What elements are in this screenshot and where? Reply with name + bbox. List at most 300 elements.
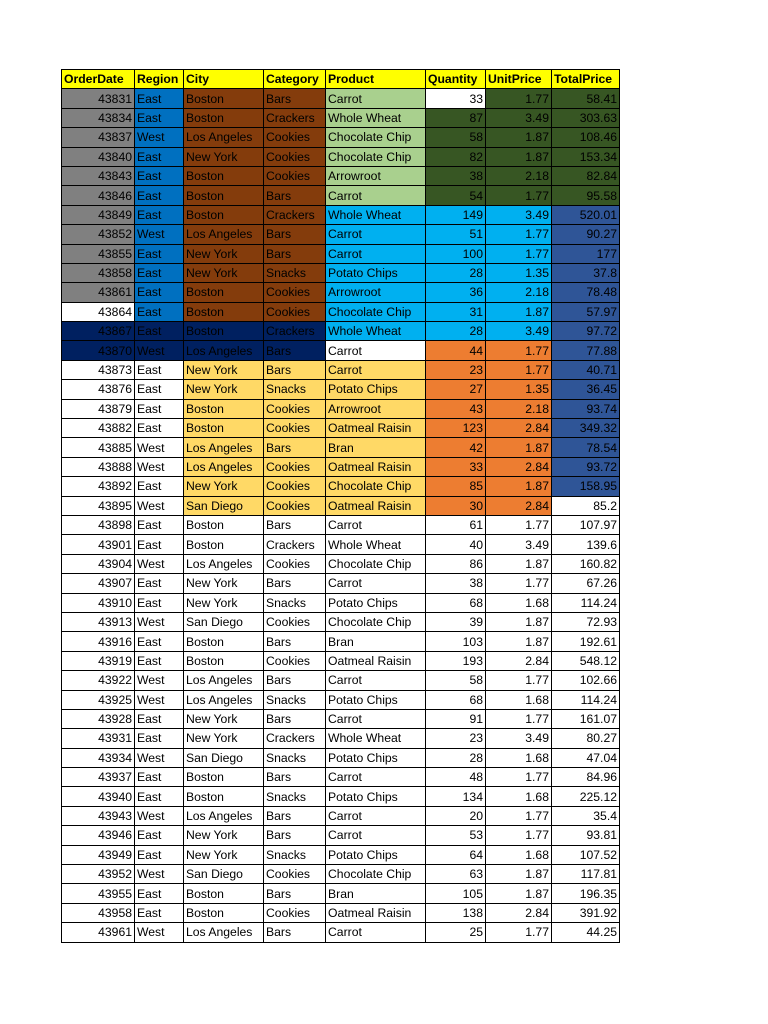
- cell-quantity[interactable]: 53: [426, 826, 486, 845]
- cell-product[interactable]: Chocolate Chip: [326, 128, 426, 147]
- cell-region[interactable]: East: [135, 515, 184, 534]
- cell-region[interactable]: West: [135, 748, 184, 767]
- cell-city[interactable]: Los Angeles: [184, 225, 264, 244]
- cell-product[interactable]: Carrot: [326, 671, 426, 690]
- cell-region[interactable]: East: [135, 360, 184, 379]
- header-quantity[interactable]: Quantity: [426, 70, 486, 89]
- cell-category[interactable]: Snacks: [264, 380, 326, 399]
- cell-region[interactable]: East: [135, 845, 184, 864]
- cell-unitprice[interactable]: 1.77: [486, 225, 552, 244]
- cell-category[interactable]: Cookies: [264, 865, 326, 884]
- cell-region[interactable]: East: [135, 166, 184, 185]
- cell-totalprice[interactable]: 58.41: [552, 89, 620, 108]
- cell-product[interactable]: Potato Chips: [326, 593, 426, 612]
- cell-city[interactable]: Boston: [184, 768, 264, 787]
- cell-city[interactable]: Boston: [184, 632, 264, 651]
- cell-city[interactable]: Boston: [184, 186, 264, 205]
- cell-quantity[interactable]: 105: [426, 884, 486, 903]
- cell-city[interactable]: Los Angeles: [184, 690, 264, 709]
- cell-product[interactable]: Chocolate Chip: [326, 865, 426, 884]
- cell-totalprice[interactable]: 158.95: [552, 477, 620, 496]
- cell-city[interactable]: Boston: [184, 166, 264, 185]
- cell-orderdate[interactable]: 43910: [62, 593, 135, 612]
- cell-region[interactable]: East: [135, 593, 184, 612]
- cell-orderdate[interactable]: 43934: [62, 748, 135, 767]
- cell-product[interactable]: Potato Chips: [326, 845, 426, 864]
- cell-product[interactable]: Bran: [326, 632, 426, 651]
- cell-quantity[interactable]: 193: [426, 651, 486, 670]
- cell-product[interactable]: Oatmeal Raisin: [326, 651, 426, 670]
- cell-category[interactable]: Bars: [264, 826, 326, 845]
- cell-totalprice[interactable]: 82.84: [552, 166, 620, 185]
- cell-category[interactable]: Cookies: [264, 283, 326, 302]
- cell-region[interactable]: East: [135, 768, 184, 787]
- cell-category[interactable]: Cookies: [264, 612, 326, 631]
- cell-quantity[interactable]: 138: [426, 903, 486, 922]
- cell-category[interactable]: Bars: [264, 709, 326, 728]
- cell-quantity[interactable]: 61: [426, 515, 486, 534]
- cell-orderdate[interactable]: 43937: [62, 768, 135, 787]
- cell-city[interactable]: Los Angeles: [184, 438, 264, 457]
- cell-totalprice[interactable]: 192.61: [552, 632, 620, 651]
- cell-orderdate[interactable]: 43861: [62, 283, 135, 302]
- cell-unitprice[interactable]: 2.18: [486, 399, 552, 418]
- cell-category[interactable]: Cookies: [264, 419, 326, 438]
- cell-orderdate[interactable]: 43895: [62, 496, 135, 515]
- cell-region[interactable]: West: [135, 128, 184, 147]
- cell-city[interactable]: New York: [184, 244, 264, 263]
- cell-category[interactable]: Cookies: [264, 477, 326, 496]
- cell-quantity[interactable]: 103: [426, 632, 486, 651]
- cell-unitprice[interactable]: 1.68: [486, 787, 552, 806]
- cell-totalprice[interactable]: 97.72: [552, 322, 620, 341]
- cell-orderdate[interactable]: 43888: [62, 457, 135, 476]
- cell-quantity[interactable]: 40: [426, 535, 486, 554]
- cell-orderdate[interactable]: 43846: [62, 186, 135, 205]
- cell-category[interactable]: Bars: [264, 438, 326, 457]
- cell-product[interactable]: Oatmeal Raisin: [326, 457, 426, 476]
- cell-region[interactable]: East: [135, 263, 184, 282]
- cell-unitprice[interactable]: 1.87: [486, 147, 552, 166]
- cell-totalprice[interactable]: 225.12: [552, 787, 620, 806]
- cell-region[interactable]: West: [135, 690, 184, 709]
- cell-category[interactable]: Bars: [264, 671, 326, 690]
- cell-unitprice[interactable]: 1.68: [486, 748, 552, 767]
- cell-region[interactable]: West: [135, 341, 184, 360]
- cell-category[interactable]: Bars: [264, 768, 326, 787]
- cell-unitprice[interactable]: 1.87: [486, 612, 552, 631]
- cell-totalprice[interactable]: 78.54: [552, 438, 620, 457]
- cell-city[interactable]: San Diego: [184, 612, 264, 631]
- cell-city[interactable]: New York: [184, 826, 264, 845]
- cell-region[interactable]: East: [135, 651, 184, 670]
- cell-totalprice[interactable]: 84.96: [552, 768, 620, 787]
- cell-product[interactable]: Carrot: [326, 225, 426, 244]
- cell-category[interactable]: Snacks: [264, 787, 326, 806]
- cell-product[interactable]: Carrot: [326, 360, 426, 379]
- cell-city[interactable]: Boston: [184, 515, 264, 534]
- cell-category[interactable]: Bars: [264, 515, 326, 534]
- cell-quantity[interactable]: 28: [426, 263, 486, 282]
- cell-orderdate[interactable]: 43904: [62, 554, 135, 573]
- cell-quantity[interactable]: 38: [426, 574, 486, 593]
- cell-totalprice[interactable]: 90.27: [552, 225, 620, 244]
- cell-city[interactable]: Los Angeles: [184, 457, 264, 476]
- cell-quantity[interactable]: 42: [426, 438, 486, 457]
- cell-totalprice[interactable]: 349.32: [552, 419, 620, 438]
- cell-category[interactable]: Crackers: [264, 535, 326, 554]
- cell-unitprice[interactable]: 1.87: [486, 632, 552, 651]
- cell-region[interactable]: East: [135, 477, 184, 496]
- cell-totalprice[interactable]: 107.97: [552, 515, 620, 534]
- cell-category[interactable]: Crackers: [264, 205, 326, 224]
- cell-quantity[interactable]: 31: [426, 302, 486, 321]
- cell-region[interactable]: East: [135, 884, 184, 903]
- cell-city[interactable]: Boston: [184, 89, 264, 108]
- cell-orderdate[interactable]: 43885: [62, 438, 135, 457]
- cell-totalprice[interactable]: 77.88: [552, 341, 620, 360]
- cell-product[interactable]: Oatmeal Raisin: [326, 903, 426, 922]
- cell-city[interactable]: New York: [184, 380, 264, 399]
- cell-orderdate[interactable]: 43952: [62, 865, 135, 884]
- cell-totalprice[interactable]: 67.26: [552, 574, 620, 593]
- cell-orderdate[interactable]: 43955: [62, 884, 135, 903]
- cell-quantity[interactable]: 68: [426, 593, 486, 612]
- cell-city[interactable]: Boston: [184, 205, 264, 224]
- cell-totalprice[interactable]: 40.71: [552, 360, 620, 379]
- cell-orderdate[interactable]: 43940: [62, 787, 135, 806]
- cell-product[interactable]: Arrowroot: [326, 166, 426, 185]
- cell-orderdate[interactable]: 43898: [62, 515, 135, 534]
- cell-quantity[interactable]: 48: [426, 768, 486, 787]
- cell-region[interactable]: East: [135, 244, 184, 263]
- cell-region[interactable]: East: [135, 729, 184, 748]
- cell-product[interactable]: Oatmeal Raisin: [326, 496, 426, 515]
- cell-totalprice[interactable]: 78.48: [552, 283, 620, 302]
- cell-product[interactable]: Potato Chips: [326, 787, 426, 806]
- cell-unitprice[interactable]: 2.18: [486, 166, 552, 185]
- cell-orderdate[interactable]: 43946: [62, 826, 135, 845]
- cell-product[interactable]: Carrot: [326, 806, 426, 825]
- cell-totalprice[interactable]: 108.46: [552, 128, 620, 147]
- cell-region[interactable]: East: [135, 632, 184, 651]
- cell-city[interactable]: Boston: [184, 535, 264, 554]
- cell-quantity[interactable]: 58: [426, 128, 486, 147]
- cell-region[interactable]: East: [135, 147, 184, 166]
- cell-totalprice[interactable]: 161.07: [552, 709, 620, 728]
- cell-orderdate[interactable]: 43925: [62, 690, 135, 709]
- cell-unitprice[interactable]: 1.87: [486, 477, 552, 496]
- cell-quantity[interactable]: 33: [426, 89, 486, 108]
- cell-category[interactable]: Bars: [264, 360, 326, 379]
- cell-city[interactable]: Boston: [184, 903, 264, 922]
- cell-orderdate[interactable]: 43873: [62, 360, 135, 379]
- cell-product[interactable]: Carrot: [326, 826, 426, 845]
- cell-orderdate[interactable]: 43913: [62, 612, 135, 631]
- cell-orderdate[interactable]: 43867: [62, 322, 135, 341]
- cell-product[interactable]: Chocolate Chip: [326, 554, 426, 573]
- cell-region[interactable]: East: [135, 108, 184, 127]
- cell-quantity[interactable]: 23: [426, 729, 486, 748]
- cell-region[interactable]: East: [135, 399, 184, 418]
- cell-city[interactable]: New York: [184, 147, 264, 166]
- cell-totalprice[interactable]: 37.8: [552, 263, 620, 282]
- cell-totalprice[interactable]: 93.74: [552, 399, 620, 418]
- cell-orderdate[interactable]: 43849: [62, 205, 135, 224]
- cell-city[interactable]: Boston: [184, 108, 264, 127]
- cell-category[interactable]: Cookies: [264, 399, 326, 418]
- cell-category[interactable]: Cookies: [264, 147, 326, 166]
- cell-category[interactable]: Cookies: [264, 903, 326, 922]
- cell-region[interactable]: East: [135, 322, 184, 341]
- cell-quantity[interactable]: 82: [426, 147, 486, 166]
- header-region[interactable]: Region: [135, 70, 184, 89]
- cell-category[interactable]: Bars: [264, 884, 326, 903]
- cell-city[interactable]: San Diego: [184, 865, 264, 884]
- cell-category[interactable]: Bars: [264, 225, 326, 244]
- cell-quantity[interactable]: 44: [426, 341, 486, 360]
- cell-region[interactable]: East: [135, 419, 184, 438]
- cell-orderdate[interactable]: 43892: [62, 477, 135, 496]
- cell-category[interactable]: Snacks: [264, 845, 326, 864]
- cell-totalprice[interactable]: 95.58: [552, 186, 620, 205]
- cell-region[interactable]: West: [135, 806, 184, 825]
- cell-city[interactable]: Boston: [184, 399, 264, 418]
- cell-category[interactable]: Cookies: [264, 166, 326, 185]
- cell-product[interactable]: Carrot: [326, 768, 426, 787]
- cell-totalprice[interactable]: 72.93: [552, 612, 620, 631]
- cell-product[interactable]: Whole Wheat: [326, 205, 426, 224]
- cell-totalprice[interactable]: 35.4: [552, 806, 620, 825]
- cell-quantity[interactable]: 43: [426, 399, 486, 418]
- cell-orderdate[interactable]: 43834: [62, 108, 135, 127]
- cell-category[interactable]: Crackers: [264, 108, 326, 127]
- cell-quantity[interactable]: 23: [426, 360, 486, 379]
- cell-unitprice[interactable]: 1.77: [486, 826, 552, 845]
- cell-orderdate[interactable]: 43879: [62, 399, 135, 418]
- cell-unitprice[interactable]: 1.77: [486, 89, 552, 108]
- header-orderdate[interactable]: OrderDate: [62, 70, 135, 89]
- cell-product[interactable]: Carrot: [326, 341, 426, 360]
- cell-orderdate[interactable]: 43864: [62, 302, 135, 321]
- cell-unitprice[interactable]: 1.87: [486, 554, 552, 573]
- cell-unitprice[interactable]: 1.77: [486, 360, 552, 379]
- cell-unitprice[interactable]: 1.77: [486, 671, 552, 690]
- cell-totalprice[interactable]: 57.97: [552, 302, 620, 321]
- cell-quantity[interactable]: 25: [426, 923, 486, 942]
- cell-unitprice[interactable]: 1.77: [486, 574, 552, 593]
- cell-product[interactable]: Arrowroot: [326, 399, 426, 418]
- cell-unitprice[interactable]: 1.77: [486, 806, 552, 825]
- cell-totalprice[interactable]: 85.2: [552, 496, 620, 515]
- cell-totalprice[interactable]: 36.45: [552, 380, 620, 399]
- cell-totalprice[interactable]: 548.12: [552, 651, 620, 670]
- cell-unitprice[interactable]: 1.68: [486, 845, 552, 864]
- cell-product[interactable]: Bran: [326, 884, 426, 903]
- cell-city[interactable]: New York: [184, 477, 264, 496]
- cell-region[interactable]: West: [135, 554, 184, 573]
- cell-unitprice[interactable]: 1.87: [486, 302, 552, 321]
- cell-product[interactable]: Arrowroot: [326, 283, 426, 302]
- cell-city[interactable]: Boston: [184, 322, 264, 341]
- cell-totalprice[interactable]: 117.81: [552, 865, 620, 884]
- cell-quantity[interactable]: 134: [426, 787, 486, 806]
- cell-unitprice[interactable]: 1.77: [486, 923, 552, 942]
- cell-category[interactable]: Cookies: [264, 651, 326, 670]
- header-product[interactable]: Product: [326, 70, 426, 89]
- cell-unitprice[interactable]: 1.77: [486, 341, 552, 360]
- cell-product[interactable]: Chocolate Chip: [326, 477, 426, 496]
- cell-quantity[interactable]: 91: [426, 709, 486, 728]
- cell-quantity[interactable]: 63: [426, 865, 486, 884]
- cell-unitprice[interactable]: 3.49: [486, 205, 552, 224]
- cell-orderdate[interactable]: 43901: [62, 535, 135, 554]
- cell-region[interactable]: West: [135, 671, 184, 690]
- cell-quantity[interactable]: 28: [426, 748, 486, 767]
- cell-category[interactable]: Bars: [264, 923, 326, 942]
- cell-quantity[interactable]: 28: [426, 322, 486, 341]
- cell-unitprice[interactable]: 3.49: [486, 322, 552, 341]
- cell-city[interactable]: San Diego: [184, 748, 264, 767]
- cell-city[interactable]: New York: [184, 263, 264, 282]
- header-city[interactable]: City: [184, 70, 264, 89]
- cell-totalprice[interactable]: 80.27: [552, 729, 620, 748]
- cell-quantity[interactable]: 33: [426, 457, 486, 476]
- cell-unitprice[interactable]: 1.68: [486, 593, 552, 612]
- cell-category[interactable]: Snacks: [264, 593, 326, 612]
- cell-quantity[interactable]: 58: [426, 671, 486, 690]
- cell-product[interactable]: Whole Wheat: [326, 729, 426, 748]
- cell-totalprice[interactable]: 44.25: [552, 923, 620, 942]
- cell-product[interactable]: Bran: [326, 438, 426, 457]
- cell-quantity[interactable]: 27: [426, 380, 486, 399]
- cell-totalprice[interactable]: 114.24: [552, 593, 620, 612]
- cell-region[interactable]: East: [135, 302, 184, 321]
- cell-category[interactable]: Bars: [264, 89, 326, 108]
- cell-unitprice[interactable]: 2.18: [486, 283, 552, 302]
- cell-quantity[interactable]: 20: [426, 806, 486, 825]
- cell-unitprice[interactable]: 3.49: [486, 535, 552, 554]
- cell-unitprice[interactable]: 2.84: [486, 651, 552, 670]
- cell-product[interactable]: Potato Chips: [326, 380, 426, 399]
- cell-category[interactable]: Cookies: [264, 554, 326, 573]
- cell-product[interactable]: Whole Wheat: [326, 322, 426, 341]
- cell-product[interactable]: Chocolate Chip: [326, 302, 426, 321]
- cell-city[interactable]: Los Angeles: [184, 554, 264, 573]
- cell-unitprice[interactable]: 1.77: [486, 244, 552, 263]
- cell-totalprice[interactable]: 93.81: [552, 826, 620, 845]
- cell-quantity[interactable]: 51: [426, 225, 486, 244]
- header-totalprice[interactable]: TotalPrice: [552, 70, 620, 89]
- cell-city[interactable]: New York: [184, 709, 264, 728]
- cell-quantity[interactable]: 123: [426, 419, 486, 438]
- cell-category[interactable]: Bars: [264, 574, 326, 593]
- header-category[interactable]: Category: [264, 70, 326, 89]
- cell-orderdate[interactable]: 43958: [62, 903, 135, 922]
- cell-unitprice[interactable]: 1.35: [486, 263, 552, 282]
- cell-quantity[interactable]: 68: [426, 690, 486, 709]
- cell-category[interactable]: Snacks: [264, 690, 326, 709]
- cell-quantity[interactable]: 30: [426, 496, 486, 515]
- cell-category[interactable]: Cookies: [264, 302, 326, 321]
- cell-unitprice[interactable]: 1.87: [486, 128, 552, 147]
- cell-quantity[interactable]: 54: [426, 186, 486, 205]
- cell-unitprice[interactable]: 3.49: [486, 729, 552, 748]
- cell-quantity[interactable]: 87: [426, 108, 486, 127]
- cell-city[interactable]: New York: [184, 729, 264, 748]
- cell-orderdate[interactable]: 43870: [62, 341, 135, 360]
- cell-totalprice[interactable]: 114.24: [552, 690, 620, 709]
- header-unitprice[interactable]: UnitPrice: [486, 70, 552, 89]
- cell-region[interactable]: West: [135, 612, 184, 631]
- cell-category[interactable]: Cookies: [264, 496, 326, 515]
- cell-product[interactable]: Carrot: [326, 923, 426, 942]
- cell-totalprice[interactable]: 102.66: [552, 671, 620, 690]
- cell-product[interactable]: Whole Wheat: [326, 535, 426, 554]
- cell-orderdate[interactable]: 43943: [62, 806, 135, 825]
- cell-category[interactable]: Cookies: [264, 457, 326, 476]
- cell-unitprice[interactable]: 2.84: [486, 419, 552, 438]
- cell-quantity[interactable]: 36: [426, 283, 486, 302]
- cell-totalprice[interactable]: 107.52: [552, 845, 620, 864]
- cell-city[interactable]: Los Angeles: [184, 671, 264, 690]
- cell-orderdate[interactable]: 43928: [62, 709, 135, 728]
- cell-product[interactable]: Carrot: [326, 515, 426, 534]
- cell-city[interactable]: Boston: [184, 884, 264, 903]
- cell-region[interactable]: East: [135, 205, 184, 224]
- cell-category[interactable]: Cookies: [264, 128, 326, 147]
- cell-category[interactable]: Bars: [264, 341, 326, 360]
- cell-unitprice[interactable]: 1.87: [486, 865, 552, 884]
- cell-totalprice[interactable]: 93.72: [552, 457, 620, 476]
- cell-region[interactable]: East: [135, 380, 184, 399]
- cell-orderdate[interactable]: 43858: [62, 263, 135, 282]
- cell-region[interactable]: East: [135, 826, 184, 845]
- cell-region[interactable]: West: [135, 225, 184, 244]
- cell-product[interactable]: Chocolate Chip: [326, 147, 426, 166]
- cell-city[interactable]: Los Angeles: [184, 341, 264, 360]
- cell-category[interactable]: Snacks: [264, 263, 326, 282]
- cell-orderdate[interactable]: 43876: [62, 380, 135, 399]
- cell-unitprice[interactable]: 3.49: [486, 108, 552, 127]
- cell-orderdate[interactable]: 43852: [62, 225, 135, 244]
- cell-unitprice[interactable]: 2.84: [486, 496, 552, 515]
- cell-category[interactable]: Crackers: [264, 729, 326, 748]
- cell-city[interactable]: New York: [184, 574, 264, 593]
- cell-product[interactable]: Carrot: [326, 574, 426, 593]
- cell-unitprice[interactable]: 1.77: [486, 768, 552, 787]
- cell-totalprice[interactable]: 160.82: [552, 554, 620, 573]
- cell-orderdate[interactable]: 43831: [62, 89, 135, 108]
- cell-orderdate[interactable]: 43916: [62, 632, 135, 651]
- cell-city[interactable]: Boston: [184, 302, 264, 321]
- cell-orderdate[interactable]: 43931: [62, 729, 135, 748]
- cell-product[interactable]: Potato Chips: [326, 263, 426, 282]
- cell-totalprice[interactable]: 47.04: [552, 748, 620, 767]
- cell-category[interactable]: Snacks: [264, 748, 326, 767]
- cell-totalprice[interactable]: 303.63: [552, 108, 620, 127]
- cell-product[interactable]: Carrot: [326, 89, 426, 108]
- cell-city[interactable]: San Diego: [184, 496, 264, 515]
- cell-category[interactable]: Bars: [264, 806, 326, 825]
- cell-region[interactable]: East: [135, 709, 184, 728]
- cell-region[interactable]: West: [135, 457, 184, 476]
- cell-totalprice[interactable]: 153.34: [552, 147, 620, 166]
- cell-totalprice[interactable]: 520.01: [552, 205, 620, 224]
- cell-product[interactable]: Carrot: [326, 244, 426, 263]
- cell-category[interactable]: Bars: [264, 244, 326, 263]
- cell-region[interactable]: East: [135, 903, 184, 922]
